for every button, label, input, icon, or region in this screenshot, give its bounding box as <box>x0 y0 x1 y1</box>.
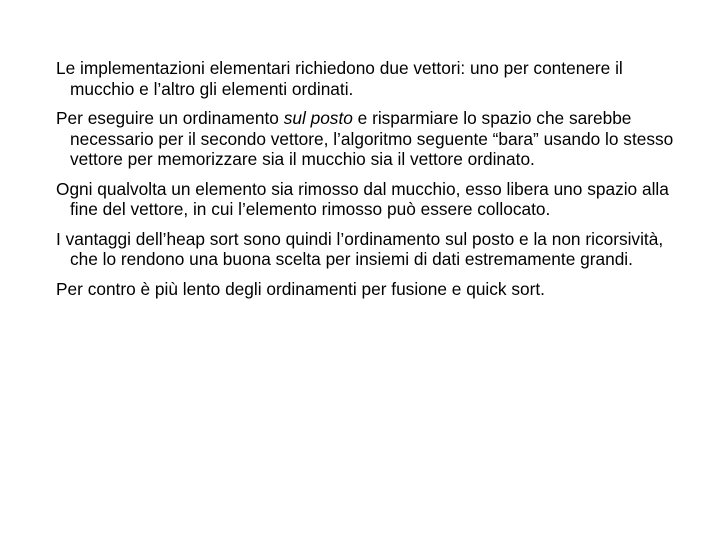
paragraph-in-place-sort <box>56 108 676 170</box>
paragraph-advantages: I vantaggi dell’heap sort sono quindi l’ordinamento sul posto e la non ricorsività, che lo rendono una buona scelta per insiemi di dati estremamente grandi. <box>56 228 664 269</box>
paragraph-element-removal: Ogni qualvolta un elemento sia rimosso dal mucchio, esso libera uno spazio alla fine del vettore, in cui l’elemento rimosso può essere collocato. <box>56 178 669 219</box>
emphasis-sul-posto: sul posto <box>283 108 353 128</box>
slide-body <box>56 58 676 308</box>
paragraph-in-place-sort-after: e risparmiare lo spazio che sarebbe necessario per il secondo vettore, l’algoritmo seguente “bara” usando lo stesso vettore per memorizzare sia il mucchio sia il vettore ordinato. <box>70 108 674 169</box>
paragraph-in-place-sort-before: Per eseguire un ordinamento <box>56 108 284 128</box>
paragraph-drawbacks: Per contro è più lento degli ordinamenti per fusione e quick sort. <box>56 278 545 299</box>
paragraph-heap-vectors: Le implementazioni elementari richiedono due vettori: uno per contenere il mucchio e l’altro gli elementi ordinati. <box>56 58 623 99</box>
